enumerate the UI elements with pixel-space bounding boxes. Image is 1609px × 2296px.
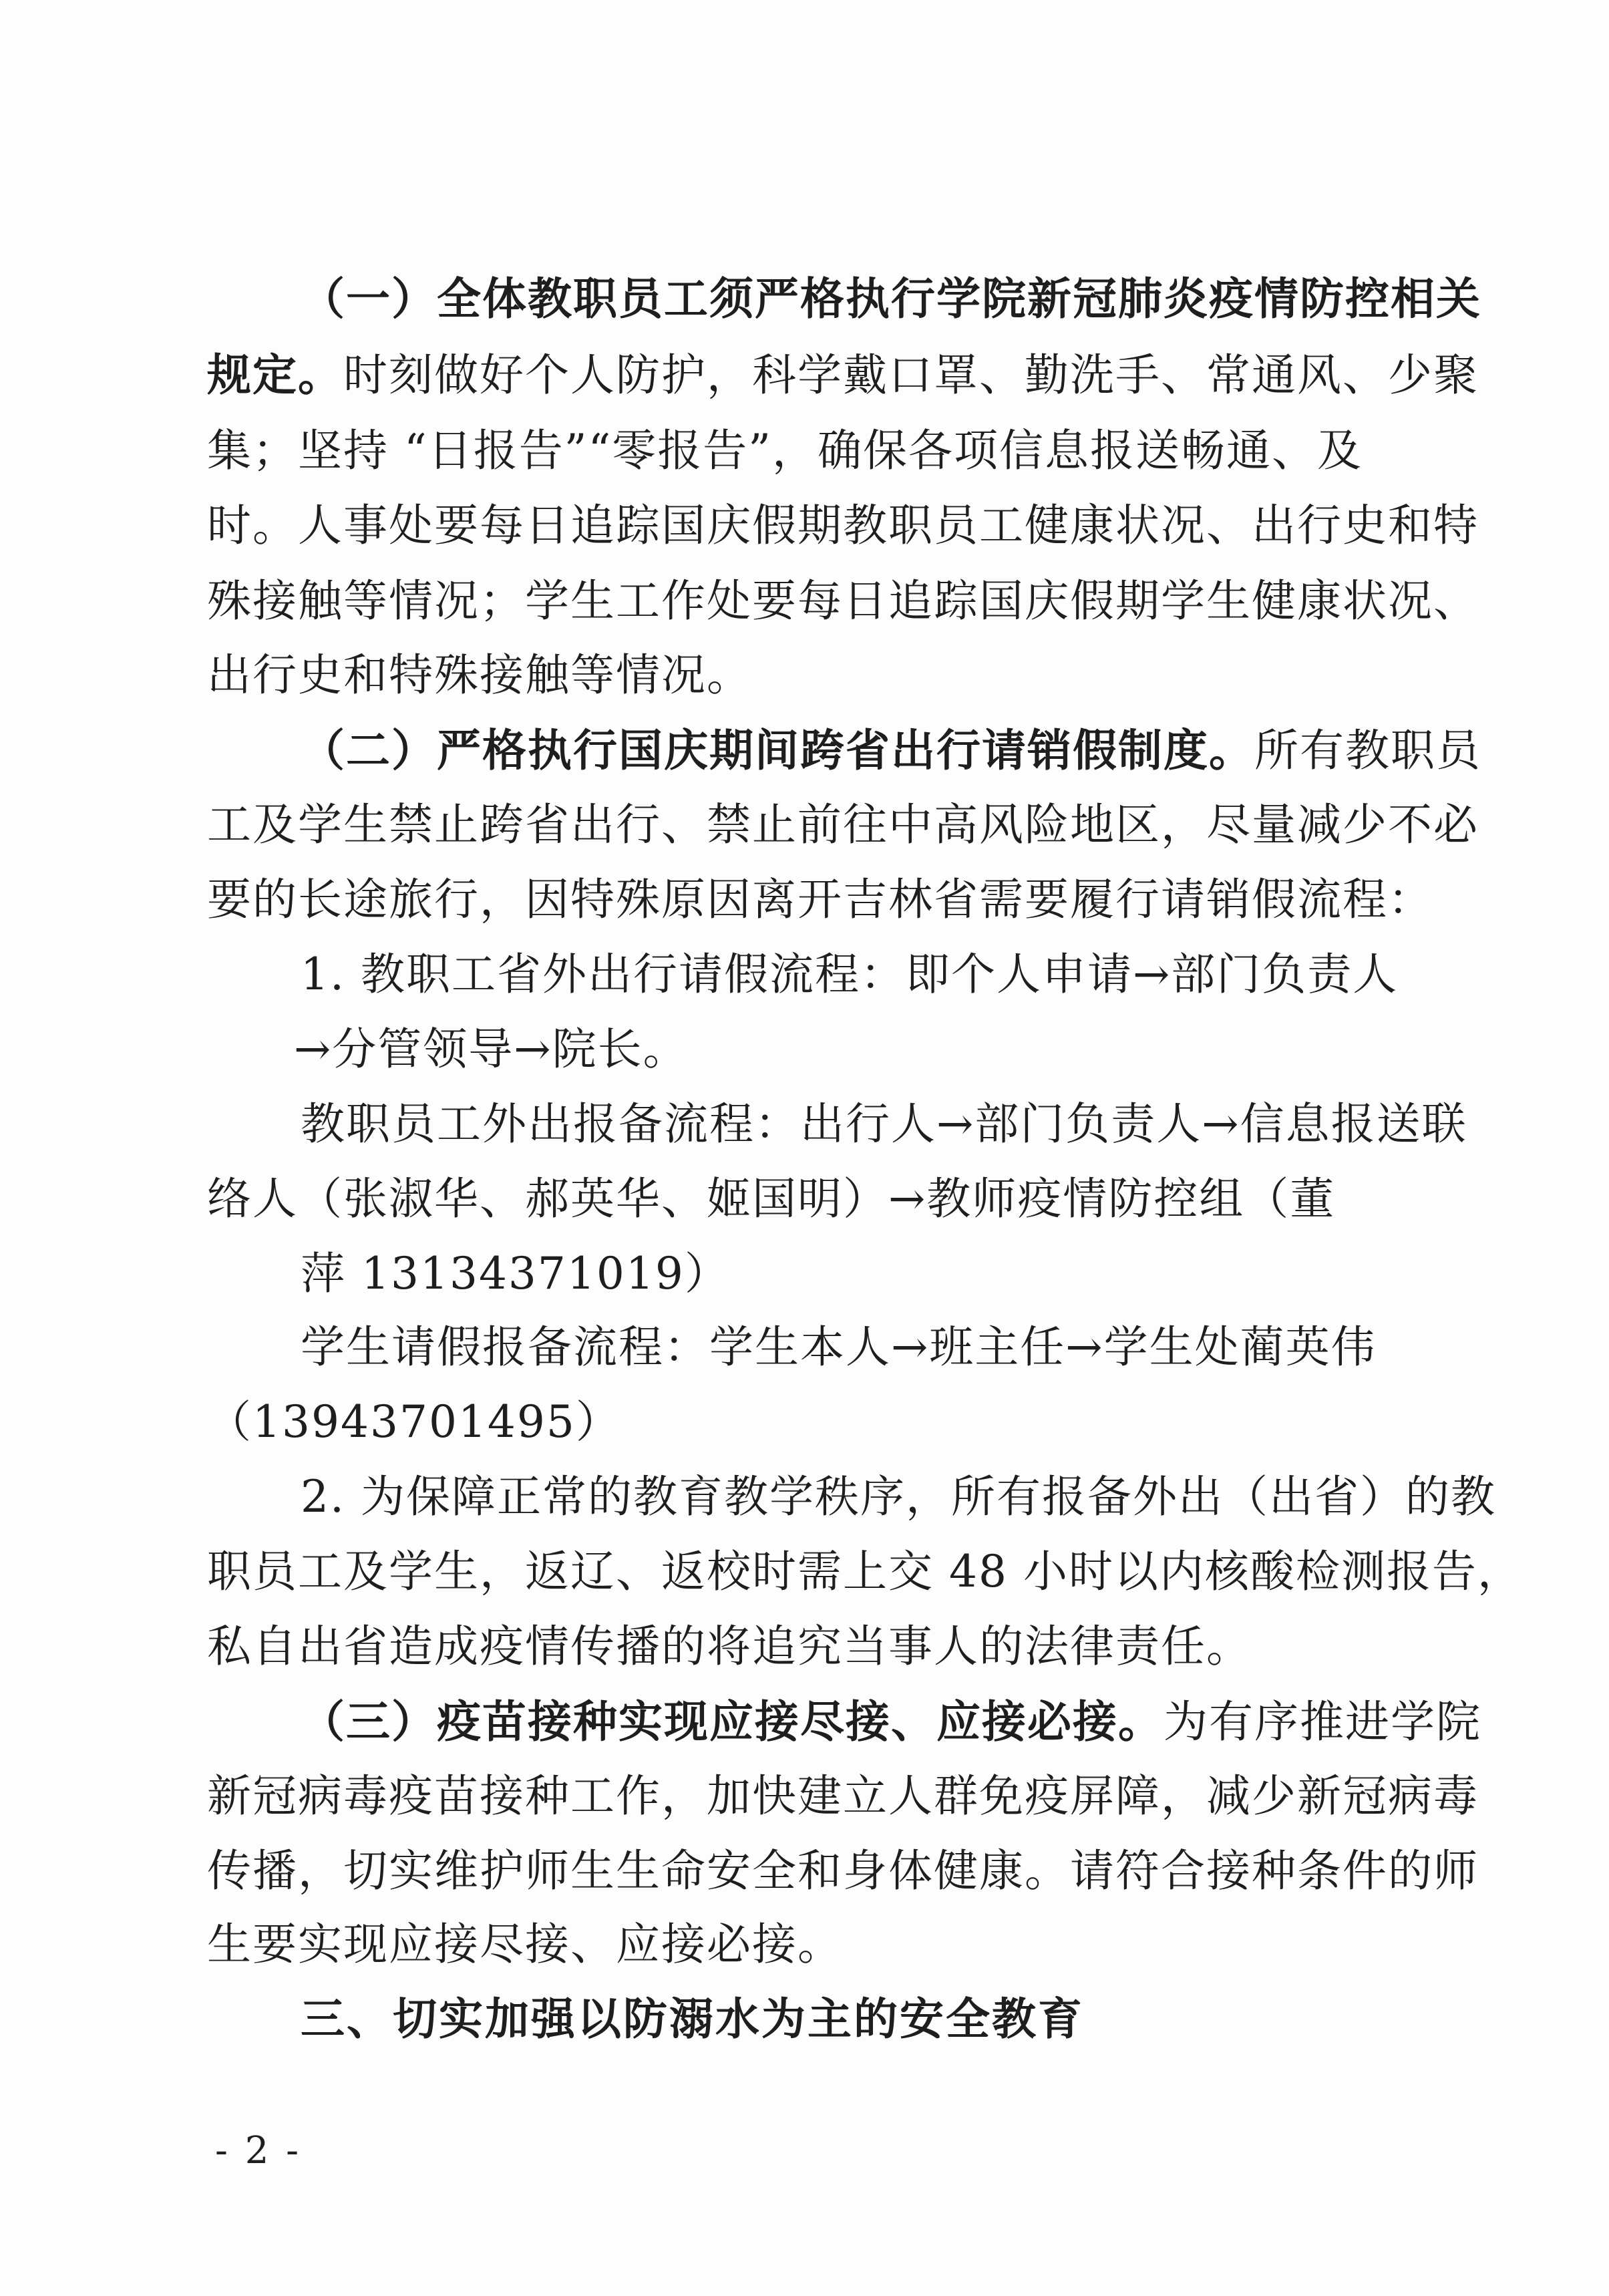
list-item-2-line-3 [207,1617,1252,1677]
paragraph-1-lead-end: 规定。 [207,349,343,401]
staff-report-line-3 [301,1244,730,1304]
line-text: 络人（张淑华、郝英华、姬国明）→教师疫情防控组（董 [207,1173,1336,1224]
paragraph-2-line-2 [207,795,1479,855]
paragraph-1-line-6 [207,645,752,705]
staff-report-line-2 [207,1169,1335,1229]
line-text: 教职员工外出报备流程：出行人→部门负责人→信息报送联 [301,1098,1467,1150]
paragraph-1-line-1 [301,269,1481,329]
paragraph-1-line-5 [207,571,1479,631]
line-text: →分管领导→院长。 [294,1023,689,1075]
page-number: - 2 - [215,2129,302,2172]
line-text: 时刻做好个人防护，科学戴口罩、勤洗手、常通风、少聚 [343,349,1479,401]
student-leave-line-2 [207,1392,621,1452]
paragraph-3-line-1 [301,1691,1481,1752]
line-text: 传播，切实维护师生生命安全和身体健康。请符合接种条件的师 [207,1845,1479,1897]
line-text: 生要实现应接尽接、应接必接。 [207,1919,843,1970]
line-text: 为有序推进学院 [1164,1696,1481,1748]
paragraph-3-line-4 [207,1915,843,1975]
line-text: 1. 教职工省外出行请假流程：即个人申请→部门负责人 [301,949,1399,1000]
paragraph-2-line-1 [301,720,1481,781]
paragraph-3-line-2 [207,1766,1479,1826]
line-text: 出行史和特殊接触等情况。 [207,649,752,701]
line-text: 2. 为保障正常的教育教学秩序，所有报备外出（出省）的教 [301,1471,1496,1522]
paragraph-1-line-4 [207,496,1479,556]
line-text: 要的长途旅行，因特殊原因离开吉林省需要履行请销假流程： [207,874,1433,925]
line-text: 私自出省造成疫情传播的将追究当事人的法律责任。 [207,1621,1252,1672]
list-item-2-line-2 [207,1542,1523,1602]
line-text: 萍 13134371019） [301,1248,730,1299]
line-text: 集；坚持 “日报告”“零报告”，确保各项信息报送畅通、及 [207,425,1363,476]
list-item-1-line-2 [294,1019,689,1080]
line-text: 时。人事处要每日追踪国庆假期教职员工健康状况、出行史和特 [207,500,1479,551]
line-text: （13943701495） [207,1396,621,1448]
section-heading: 三、切实加强以防溺水为主的安全教育 [301,1993,1084,2045]
student-leave-line-1 [301,1317,1377,1377]
line-text: 学生请假报备流程：学生本人→班主任→学生处蔺英伟 [301,1321,1377,1373]
paragraph-2-line-3 [207,870,1433,930]
line-text: 新冠病毒疫苗接种工作，加快建立人群免疫屏障，减少新冠病毒 [207,1770,1479,1822]
paragraph-3-lead: （三）疫苗接种实现应接尽接、应接必接。 [301,1695,1164,1748]
paragraph-1-line-3 [207,421,1363,481]
paragraph-1-lead: （一）全体教职员工须严格执行学院新冠肺炎疫情防控相关 [301,273,1481,325]
paragraph-1-line-2 [207,345,1479,405]
line-text: 所有教职员 [1254,725,1481,776]
paragraph-2-lead: （二）严格执行国庆期间跨省出行请销假制度。 [301,724,1254,776]
staff-report-line-1 [301,1094,1467,1154]
line-text: 职员工及学生，返辽、返校时需上交 48 小时以内核酸检测报告， [207,1546,1523,1597]
list-item-2-line-1 [301,1467,1496,1527]
line-text: 殊接触等情况；学生工作处要每日追踪国庆假期学生健康状况、 [207,575,1479,627]
list-item-1-line-1 [301,945,1398,1005]
paragraph-3-line-3 [207,1841,1479,1901]
line-text: 工及学生禁止跨省出行、禁止前往中高风险地区，尽量减少不必 [207,799,1479,850]
